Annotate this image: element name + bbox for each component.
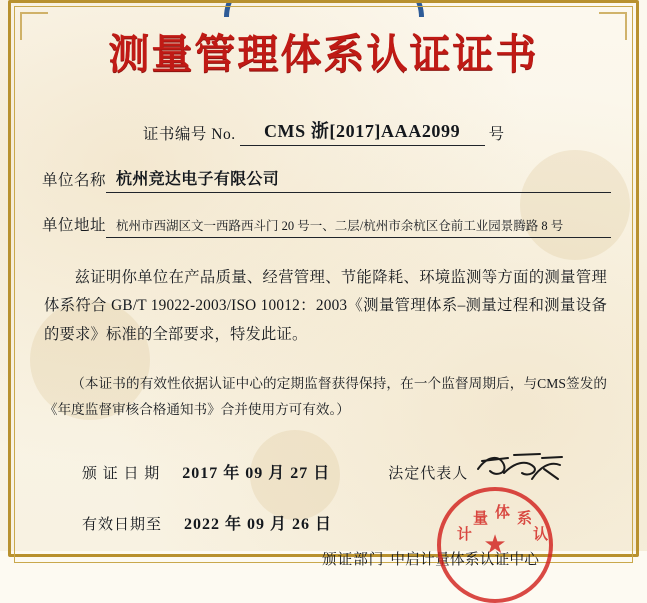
issuer-value: 中启计量体系认证中心 <box>390 551 540 568</box>
representative-label: 法定代表人 <box>388 465 469 482</box>
note-paragraph: （本证书的有效性依据认证中心的定期监督获得保持，在一个监督周期后，与CMS签发的《年度监督审核合格通知书》合并使用方可有效。） <box>44 375 607 417</box>
company-address-value: 杭州市西湖区文一西路西斗门 20 号一、二层/杭州市余杭区仓前工业园景腾路 8 号 <box>106 216 611 238</box>
company-name-label: 单位名称 <box>42 172 107 190</box>
certificate-number-label: 证书编号 No. <box>142 126 236 144</box>
field-row-company-address <box>22 213 625 238</box>
issue-date-value: 2017 年 09 月 27 日 <box>182 464 331 482</box>
company-address-label: 单位地址 <box>42 217 107 235</box>
issue-date-row <box>22 449 625 483</box>
issue-date-label: 颁 证 日 期 <box>82 465 161 482</box>
valid-until-label: 有效日期至 <box>82 516 163 533</box>
issuer-label: 颁证部门 <box>322 551 385 568</box>
body-paragraph: 兹证明你单位在产品质量、经营管理、节能降耗、环境监测等方面的测量管理体系符合 GB/T 19022-2003/ISO 10012：2003《测量管理体系–测量过程和测量设备的要求》标准的全部要求，特发此证。 <box>44 269 607 343</box>
signature-scribble-icon <box>474 449 566 483</box>
certificate-content <box>22 10 625 568</box>
seal-text: 计 量 体 系 认 <box>456 503 549 543</box>
valid-until-value: 2022 年 09 月 26 日 <box>184 515 333 533</box>
certificate-number-row <box>22 117 625 146</box>
certificate-number-value: CMS 浙[2017]AAA2099 <box>240 117 485 146</box>
valid-until-row <box>22 511 625 534</box>
field-row-company-name <box>22 166 625 193</box>
seal-star-icon: ★ <box>483 530 507 559</box>
company-name-value: 杭州竞达电子有限公司 <box>106 166 611 193</box>
certificate-number-suffix: 号 <box>488 126 505 144</box>
page-title: 测量管理体系认证证书 <box>108 30 539 78</box>
